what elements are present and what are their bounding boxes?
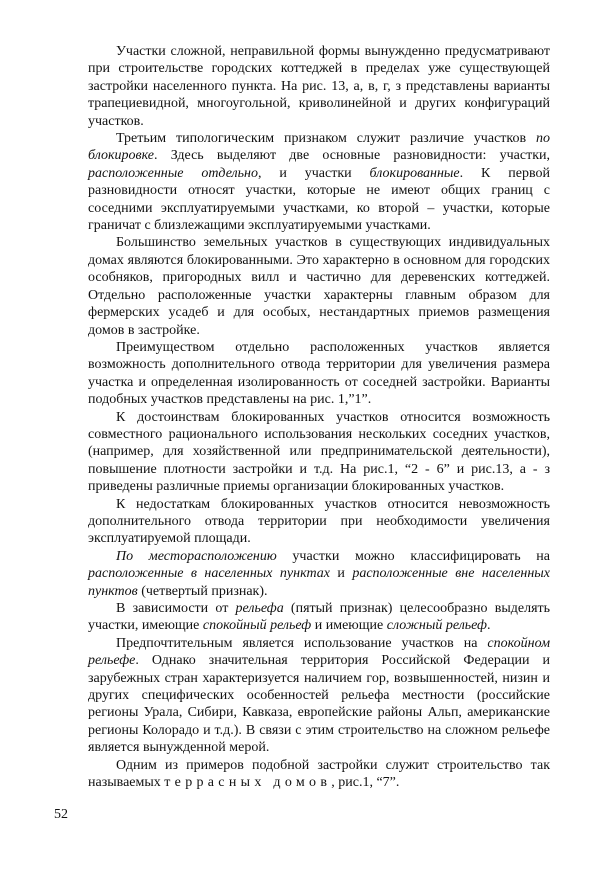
text-run: . К первой разновидности относят участки, которые не имеют общих границ с соседними эксплуатируемыми участками, ко второй – участки, которые граничат с близлежащими эксплуатируемыми участками. <box>88 165 550 234</box>
page-number: 52 <box>54 807 68 822</box>
emphasized-text: сложный рельеф <box>386 618 487 634</box>
paragraph <box>88 635 550 757</box>
paragraph <box>88 600 550 635</box>
paragraph <box>88 130 550 234</box>
paragraph <box>88 234 550 338</box>
emphasized-text: расположенные в населенных пунктах <box>88 566 330 582</box>
emphasized-text: рельефа <box>235 601 284 616</box>
paragraph <box>88 409 550 496</box>
text-run: Преимуществом отдельно расположенных участков является возможность дополнительного отвода территории для увеличения размера участка и определенная изолированность от соседней застройки. Варианты подобных участков представлены на рис. 1,”1”. <box>88 339 550 408</box>
text-run: К достоинствам блокированных участков относится возможность совместного рационального использования нескольких соседних участков, (например, для хозяйственной или предпринимательской деятельности), повышение плотности застройки и т.д. На рис.1, “2 - 6” и рис.13, а - з приведены различные приемы организации блокированных участков. <box>88 409 550 495</box>
emphasized-text: спокойном рельефе <box>88 635 550 669</box>
text-run: Предпочтительным является использование участков на <box>116 635 488 651</box>
text-run: Третьим типологическим признаком служит различие участков <box>116 131 536 147</box>
emphasized-text: расположенные отдельно <box>88 165 258 181</box>
body-text <box>88 43 550 791</box>
text-run: Большинство земельных участков в существующих индивидуальных домах являются блокированными. Это характерно в основном для городских особняков, пригородных вилл и частично для деревенских коттеджей. Отдельно расположенные участки характерны главным образом для фермерских усадеб и для особых, нестандартных приемов размещения домов в застройке. <box>88 235 550 338</box>
text-run: участки можно классифицировать на <box>276 548 551 564</box>
text-run: К недостаткам блокированных участков относится невозможность дополнительного отвода территории при необходимости увеличения эксплуатируемой площади. <box>88 496 550 547</box>
paragraph <box>88 548 550 600</box>
text-run: Одним из примеров подобной застройки служит строительство так называемых <box>88 757 550 791</box>
emphasized-text: блокированные <box>369 165 460 181</box>
text-run: , и участки <box>257 165 370 181</box>
paragraph <box>88 339 550 409</box>
emphasized-text: расположенные вне населенных пунктов <box>88 566 550 599</box>
text-run: Участки сложной, неправильной формы вынужденно предусматривают при строительстве городских коттеджей в пределах уже существующей застройки населенного пункта. На рис. 13, а, в, г, з представлены варианты трапециевидной, многоугольной, криволинейной и других конфигураций участков. <box>88 44 550 129</box>
text-run: и имеющие <box>311 618 387 634</box>
paragraph <box>88 496 550 548</box>
paragraph <box>88 757 550 792</box>
text-run: (пятый признак) целесообразно выделять участки, имеющие <box>88 601 551 634</box>
text-run: , рис.1, “7”. <box>331 775 400 791</box>
text-run: . Здесь выделяют две основные разновидности: участки, <box>154 148 550 164</box>
paragraph <box>88 43 550 130</box>
text-run: . Однако значительная территория Российской Федерации и зарубежных стран характеризуется наличием гор, возвышенностей, низин и других специфических особенностей рельефа местности (российские регионы Урала, Сибири, Кавказа, европейские районы Альп, американские регионы Колорадо и т.д.). В связи с этим строительство на сложном рельефе является вынужденной мерой. <box>88 653 550 756</box>
emphasized-text: спокойный рельеф <box>202 618 312 634</box>
spaced-text: террасных домов <box>164 775 332 791</box>
text-run: и <box>329 566 353 582</box>
text-run: В зависимости от <box>116 601 236 616</box>
text-run: (четвертый признак). <box>137 583 268 599</box>
text-run: . <box>486 618 491 634</box>
emphasized-text: по блокировке <box>88 131 550 164</box>
emphasized-text: По месторасположению <box>116 548 277 564</box>
